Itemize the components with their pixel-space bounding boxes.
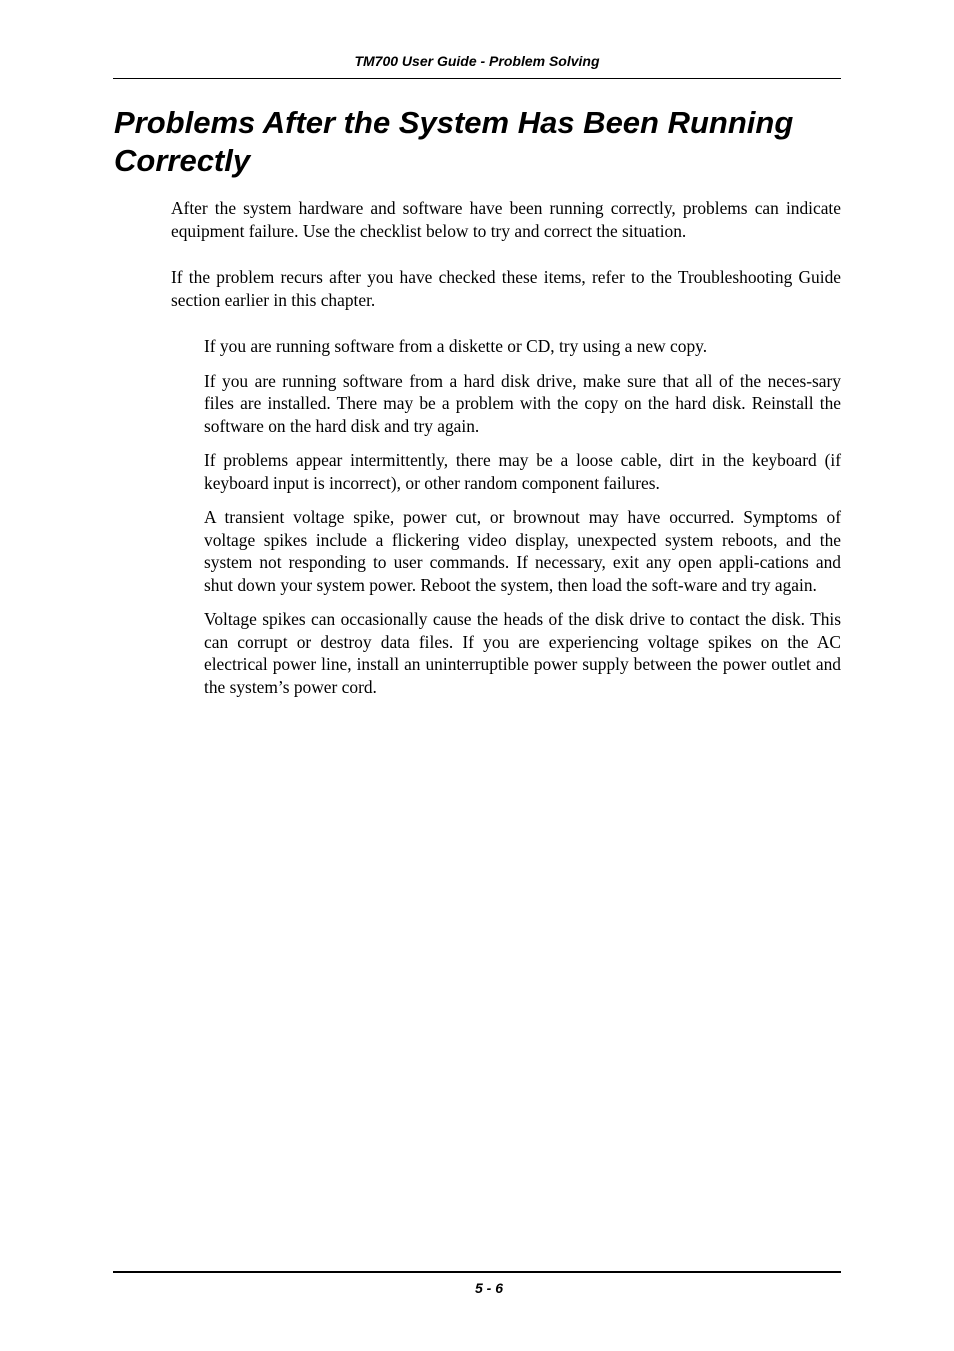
checklist-item-hard-disk: If you are running software from a hard disk drive, make sure that all of the neces-sary files are installed. There may be a problem with the copy on the hard disk. Reinstall the software on the hard disk and try again. — [204, 370, 841, 436]
intro-paragraph-2: If the problem recurs after you have checked these items, refer to the Troubleshooting Guide section earlier in this chapter. — [171, 267, 841, 310]
section-heading — [114, 104, 854, 180]
checklist — [204, 335, 841, 710]
checklist-item-new-copy: If you are running software from a diskette or CD, try using a new copy. — [204, 336, 708, 356]
page-number: 5 - 6 — [474, 1280, 503, 1296]
running-header: TM700 User Guide - Problem Solving — [354, 53, 600, 69]
checklist-item-disk-heads: Voltage spikes can occasionally cause the heads of the disk drive to contact the disk. This can corrupt or destroy data files. If you are experiencing voltage spikes on the AC electrical power line, install an uninterruptible power supply between the power outlet and the system’s power cord. — [204, 609, 841, 697]
checklist-item-voltage-spike: A transient voltage spike, power cut, or brownout may have occurred. Symptoms of voltage spikes include a flickering video display, unexpected system reboots, and the system not responding to user commands. If necessary, exit any open appli-cations and shut down your system power. Reboot the system, then load the soft-ware and try again. — [204, 507, 841, 595]
intro-paragraph-1: After the system hardware and software have been running correctly, problems can indicate equipment failure. Use the checklist below to try and correct the situation. — [171, 198, 841, 241]
footer-divider — [113, 1271, 841, 1273]
section-heading-line-1: Problems After the System Has Been Running — [114, 105, 794, 140]
section-heading-line-2: Correctly — [114, 143, 251, 178]
checklist-item-intermittent: If problems appear intermittently, there may be a loose cable, dirt in the keyboard (if keyboard input is incorrect), or other random component failures. — [204, 450, 841, 493]
header-divider — [113, 78, 841, 79]
